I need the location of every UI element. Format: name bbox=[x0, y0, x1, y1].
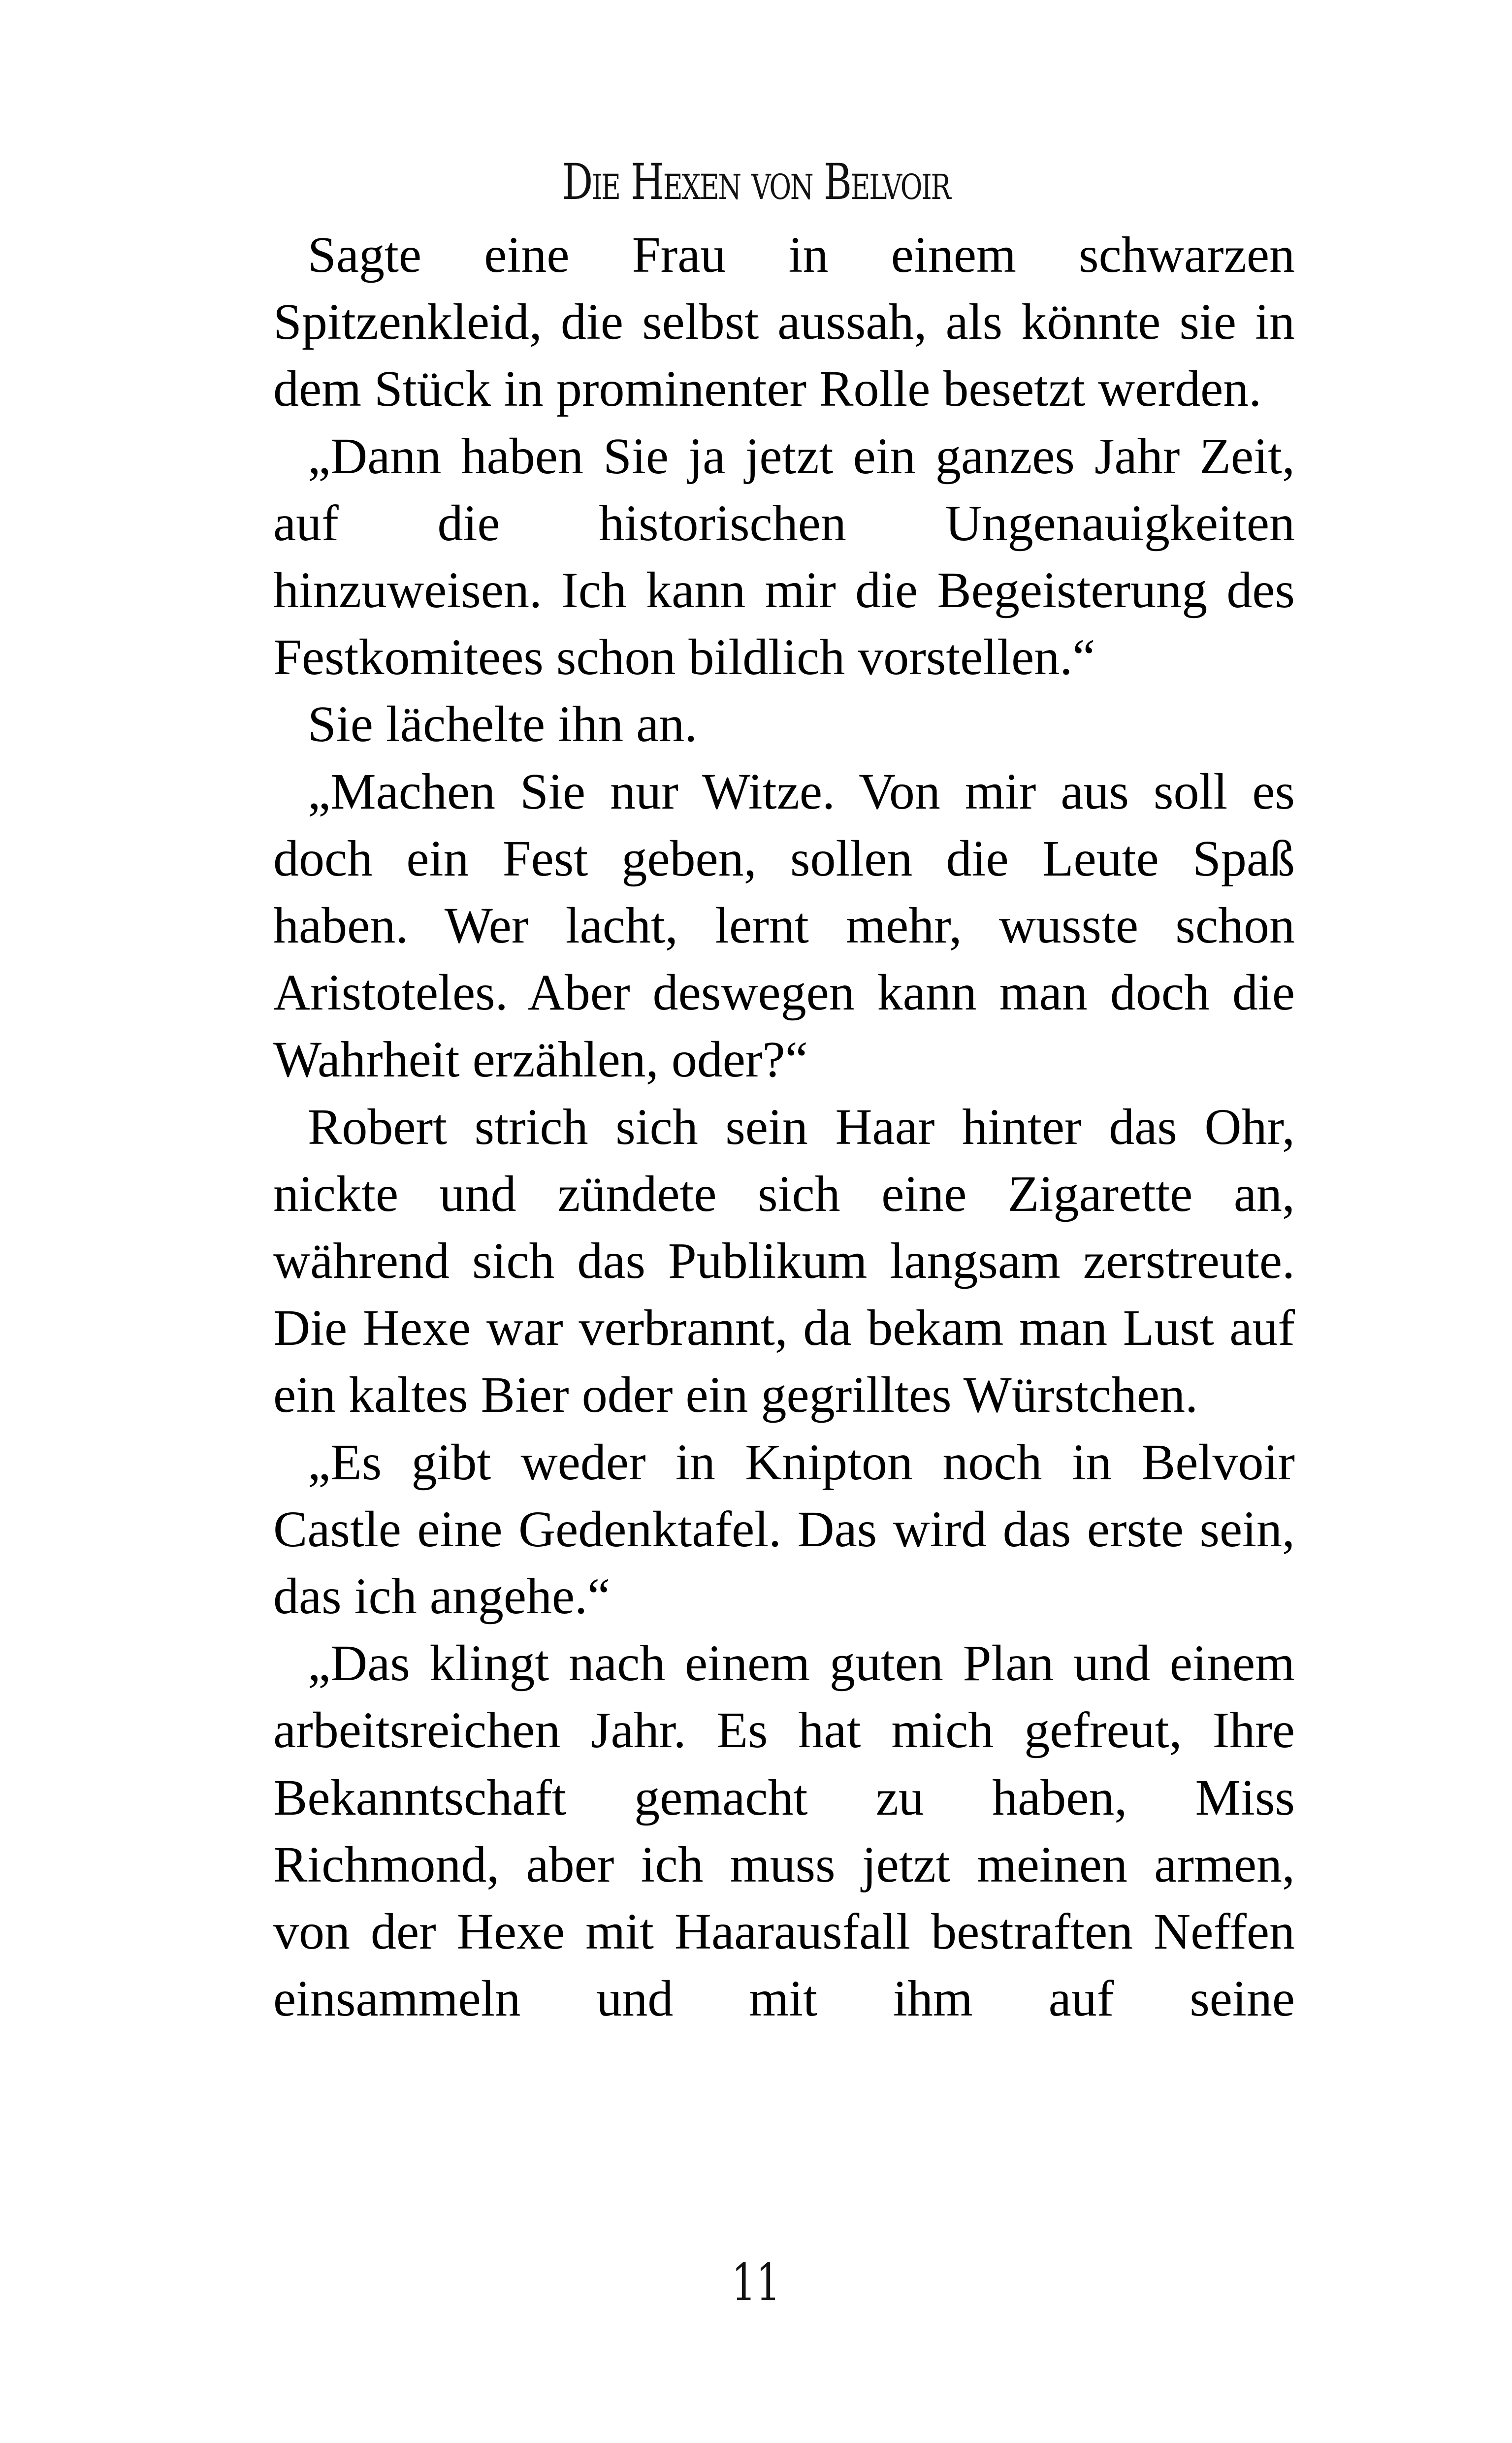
paragraph: Sie lächelte ihn an. bbox=[308, 696, 698, 753]
body-text bbox=[273, 222, 1295, 2032]
paragraph: „Dann haben Sie ja jetzt ein ganzes Jahr Zeit, auf die historischen Ungenauigkeiten hinzuweisen. Ich kann mir die Begeisterung des Festkomitees schon bildlich vorstellen.“ bbox=[273, 427, 1295, 686]
paragraph: „Machen Sie nur Witze. Von mir aus soll es doch ein Fest geben, sollen die Leute Spaß haben. Wer lacht, lernt mehr, wusste schon Aristoteles. Aber deswegen kann man doch die Wahrheit erzählen, oder?“ bbox=[273, 763, 1295, 1088]
running-head: Die Hexen von Belvoir bbox=[562, 153, 950, 211]
paragraph: Robert strich sich sein Haar hinter das Ohr, nickte und zündete sich eine Zigarette an, während sich das Publikum langsam zerstreute. Die Hexe war verbrannt, da bekam man Lust auf ein kaltes Bier oder ein gegrilltes Würstchen. bbox=[273, 1098, 1295, 1424]
page-number: 11 bbox=[731, 2252, 781, 2313]
paragraph: „Es gibt weder in Knipton noch in Belvoir Castle eine Gedenktafel. Das wird das erste sein, das ich angehe.“ bbox=[273, 1433, 1295, 1625]
paragraph-continued: „Das klingt nach einem guten Plan und einem arbeitsreichen Jahr. Es hat mich gefreut, Ihre Bekanntschaft gemacht zu haben, Miss Richmond, aber ich muss jetzt meinen armen, von der Hexe mit Haarausfall bestraften Neffen einsammeln und mit ihm auf seine bbox=[273, 1635, 1295, 2027]
paragraph: Sagte eine Frau in einem schwarzen Spitzenkleid, die selbst aussah, als könnte sie in dem Stück in prominenter Rolle besetzt werden. bbox=[273, 227, 1295, 418]
